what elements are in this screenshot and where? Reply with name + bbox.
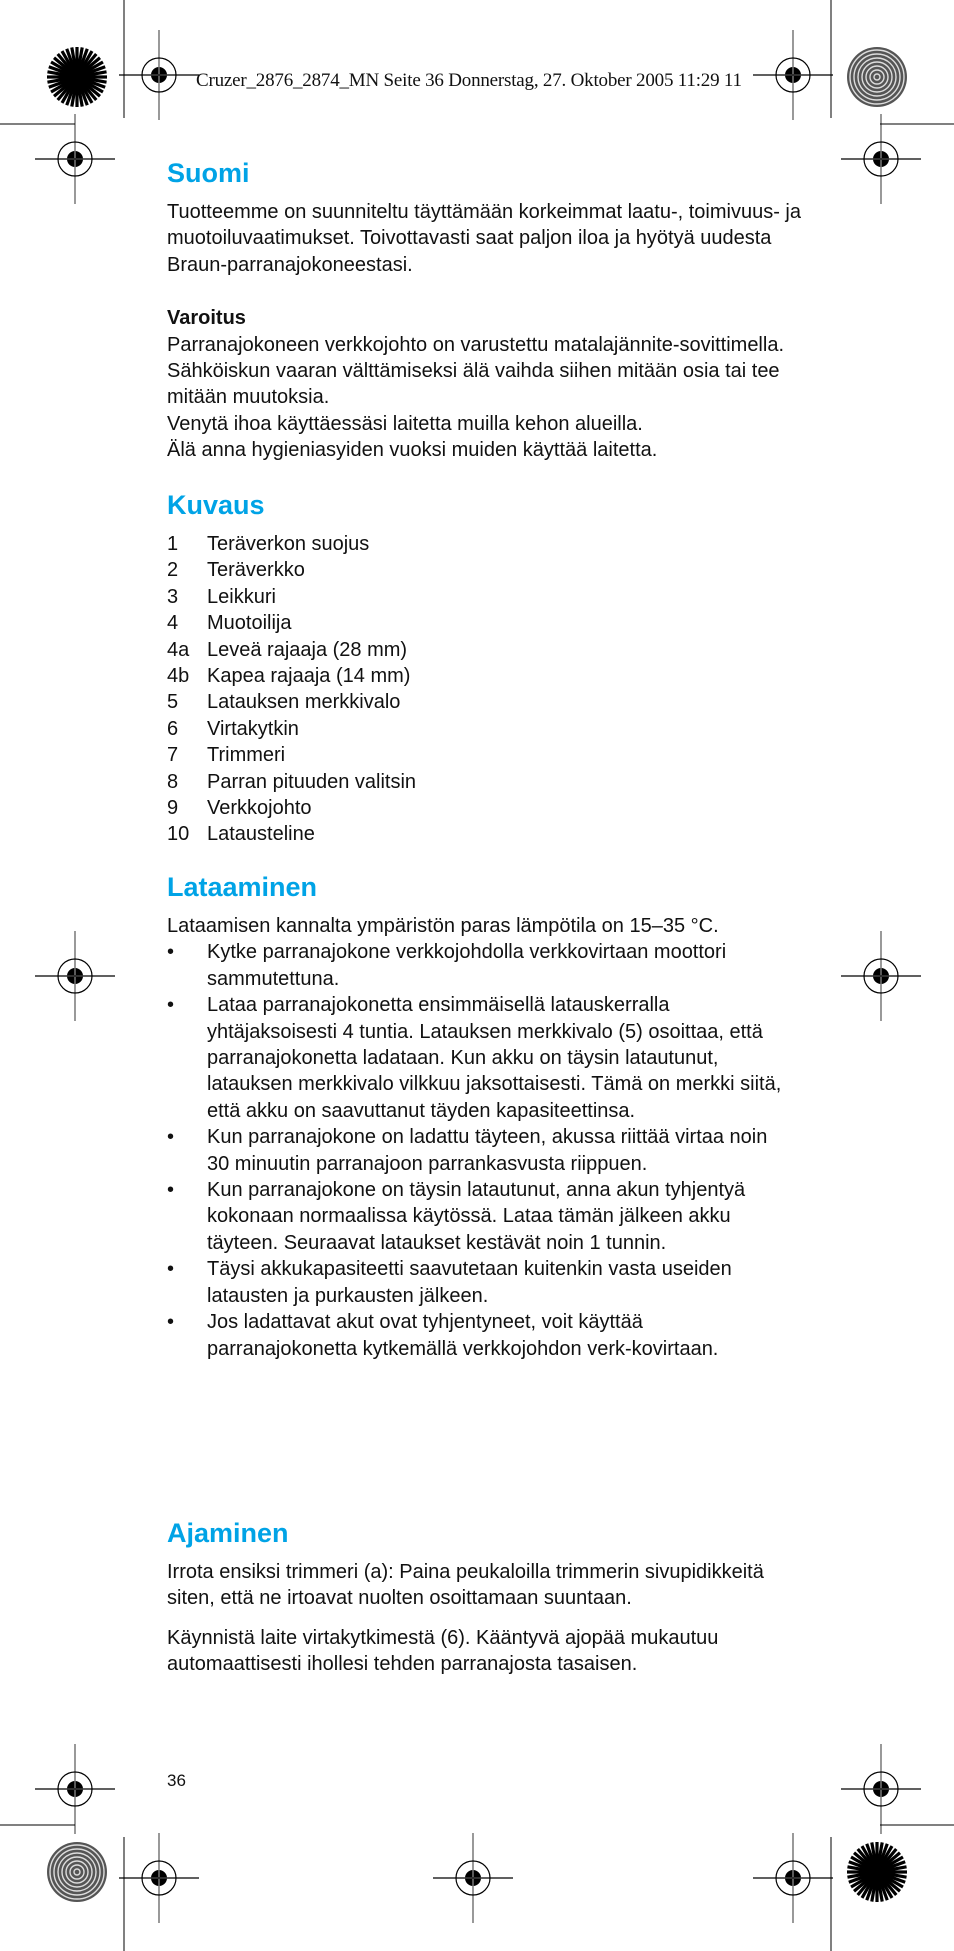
- bullet-item: [167, 992, 792, 1124]
- item-number: 6: [167, 717, 179, 740]
- item-number: 5: [167, 691, 179, 714]
- list-item: [167, 637, 807, 663]
- intro-paragraph: Lataamisen kannalta ympäristön paras lämpötila on 15–35 °C.: [167, 915, 719, 937]
- bullet-item: [167, 939, 792, 992]
- item-label: Muotoilija: [207, 612, 292, 635]
- section-kuvaus: [167, 489, 807, 848]
- warning-line: Parranajokoneen verkkojohto on varustettu matalajännite-sovittimella. Sähköiskun vaaran välttämiseksi älä vaihda siihen mitään osia tai tee mitään muutoksia.: [167, 333, 785, 409]
- list-item: [167, 821, 807, 847]
- bullet-item: [167, 1256, 792, 1309]
- list-item: [167, 584, 807, 610]
- warning-title: Varoitus: [167, 307, 246, 330]
- item-label: Latauksen merkkivalo: [207, 691, 401, 714]
- charging-bullets: [167, 939, 792, 1362]
- item-label: Verkkojohto: [207, 797, 312, 820]
- list-item: [167, 689, 807, 715]
- warning-line: Venytä ihoa käyttäessäsi laitetta muilla kehon alueilla.: [167, 412, 643, 435]
- bullet-item: [167, 1124, 792, 1177]
- paragraph: Irrota ensiksi trimmeri (a): Paina peukaloilla trimmerin sivupidikkeitä siten, että ne irtoavat nuolten osoittamaan suuntaan.: [167, 1561, 764, 1610]
- bullet-item: [167, 1177, 792, 1256]
- page-number: 36: [167, 1771, 186, 1790]
- bullet-icon: •: [167, 1311, 175, 1334]
- heading-ajaminen: Ajaminen: [167, 1518, 289, 1548]
- item-label: Latausteline: [207, 823, 315, 846]
- bullet-text: Kytke parranajokone verkkojohdolla verkkovirtaan moottori sammutettuna.: [207, 941, 727, 990]
- section-lataaminen: [167, 871, 792, 1362]
- heading-lataaminen: Lataaminen: [167, 872, 318, 902]
- print-slug-header: Cruzer_2876_2874_MN Seite 36 Donnerstag, 27. Oktober 2005 11:29 11: [196, 70, 742, 91]
- bullet-text: Kun parranajokone on täysin latautunut, anna akun tyhjentyä kokonaan normaalissa käytössä. Lataa tämän jälkeen akku täyteen. Seuraavat lataukset kestävät noin 1 tunnin.: [207, 1179, 746, 1254]
- bullet-icon: •: [167, 941, 175, 964]
- item-label: Parran pituuden valitsin: [207, 770, 417, 793]
- bullet-text: Lataa parranajokonetta ensimmäisellä latauskerralla yhtäjaksoisesti 4 tuntia. Latauksen merkkivalo (5) osoittaa, että parranajokonetta ladataan. Kun akku on täysin latautunut, latauksen merkkivalo vilkkuu jaksottaisesti. Tämä on merkki siitä, että akku on saavuttanut täyden kapasiteettinsa.: [207, 994, 782, 1122]
- section-suomi: [167, 157, 807, 464]
- item-number: 3: [167, 585, 179, 608]
- bullet-text: Jos ladattavat akut ovat tyhjentyneet, voit käyttää parranajokonetta kytkemällä verkkojohdon verk-kovirtaan.: [207, 1311, 719, 1360]
- item-number: 8: [167, 770, 179, 793]
- heading-kuvaus: Kuvaus: [167, 490, 265, 520]
- list-item: [167, 769, 807, 795]
- bullet-item: [167, 1309, 792, 1362]
- heading-suomi: Suomi: [167, 158, 250, 188]
- list-item: [167, 531, 807, 557]
- item-number: 7: [167, 744, 179, 767]
- paragraph: Käynnistä laite virtakytkimestä (6). Kääntyvä ajopää mukautuu automaattisesti ihollesi tehden parranajosta tasaisen.: [167, 1626, 719, 1676]
- list-item: [167, 610, 807, 636]
- parts-list: [167, 531, 807, 848]
- bullet-icon: •: [167, 1126, 175, 1149]
- item-number: 1: [167, 533, 179, 555]
- list-item: [167, 795, 807, 821]
- item-number: 10: [167, 823, 190, 846]
- item-label: Kapea rajaaja (14 mm): [207, 665, 411, 688]
- item-label: Leikkuri: [207, 585, 276, 608]
- bullet-icon: •: [167, 1258, 175, 1281]
- bullet-text: Täysi akkukapasiteetti saavutetaan kuitenkin vasta useiden latausten ja purkausten jälkeen.: [207, 1258, 732, 1307]
- list-item: [167, 663, 807, 689]
- list-item: [167, 742, 807, 768]
- item-label: Virtakytkin: [207, 717, 299, 740]
- bullet-icon: •: [167, 1179, 175, 1202]
- item-label: Teräverkko: [207, 559, 305, 582]
- item-label: Leveä rajaaja (28 mm): [207, 638, 408, 661]
- item-number: 4: [167, 612, 179, 635]
- item-number: 4a: [167, 638, 190, 661]
- item-number: 9: [167, 797, 179, 820]
- bullet-text: Kun parranajokone on ladattu täyteen, akussa riittää virtaa noin 30 minuutin parranajoon parrankasvusta riippuen.: [207, 1126, 768, 1175]
- item-number: 4b: [167, 665, 190, 688]
- item-number: 2: [167, 559, 179, 582]
- list-item: [167, 716, 807, 742]
- section-ajaminen: [167, 1517, 787, 1678]
- item-label: Teräverkon suojus: [207, 533, 370, 555]
- item-label: Trimmeri: [207, 744, 286, 767]
- intro-paragraph: Tuotteemme on suunniteltu täyttämään korkeimmat laatu-, toimivuus- ja muotoiluvaatimukset. Toivottavasti saat paljon iloa ja hyötyä uudesta Braun-parranajokoneestasi.: [167, 201, 801, 276]
- bullet-icon: •: [167, 994, 175, 1017]
- warning-line: Älä anna hygieniasyiden vuoksi muiden käyttää laitetta.: [167, 439, 658, 462]
- list-item: [167, 557, 807, 583]
